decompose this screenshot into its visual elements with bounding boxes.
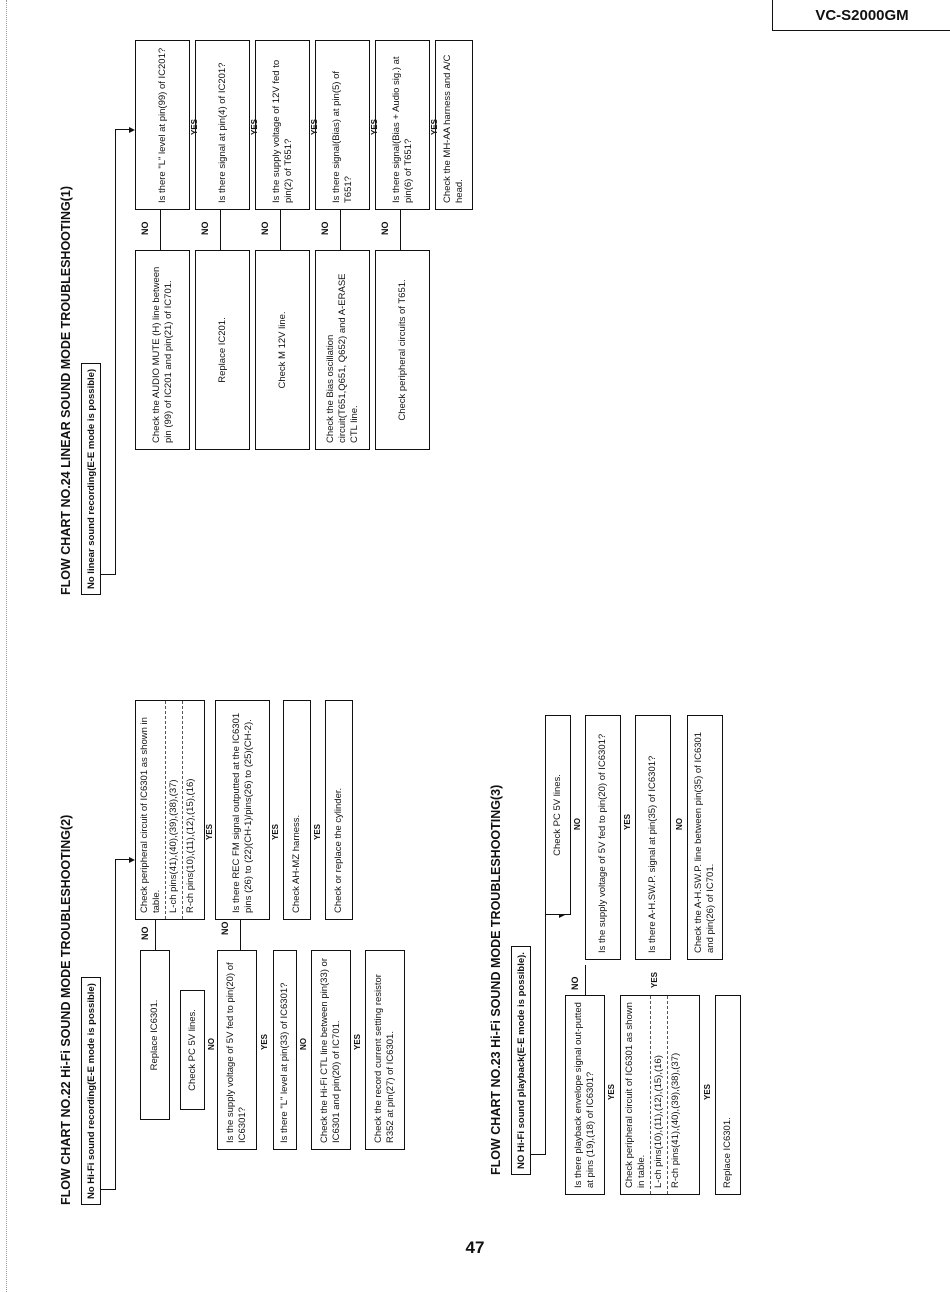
- fc22-b2-no-no: Check PC 5V lines.: [180, 990, 205, 1110]
- page-number: 47: [465, 1238, 485, 1257]
- fc23-condition: NO Hi-Fi sound playback(E-E mode is possible).: [511, 946, 531, 1175]
- fc22-b3: Check AH-MZ harness.: [283, 700, 311, 920]
- fc22-b1-no: Replace IC6301.: [140, 950, 170, 1120]
- fc23-n3: Is there A-H.SW.P. signal at pin(35) of IC6301?: [635, 715, 671, 960]
- fc22-b1-rch: R-ch pins(10),(11),(12),(15),(16): [182, 701, 197, 919]
- fc24-q6: Check the MH-AA harness and A/C head.: [435, 40, 473, 210]
- fc22-b2-no-yes-no-yes: Check the record current setting resistor R352 at pin(27) of IC6301.: [365, 950, 405, 1150]
- fc24-condition: No linear sound recording(E-E mode is possible): [81, 363, 101, 595]
- fc24-q2: Is there signal at pin(4) of IC201?: [195, 40, 250, 210]
- fc23-b2-rch: R-ch pins(41),(40),(39),(38),(37): [667, 996, 682, 1194]
- fc24-no-label: NO: [140, 221, 150, 235]
- fc23-yes-label: YES: [607, 1083, 616, 1100]
- fc24-connector: [100, 574, 115, 575]
- fc22-b4: Check or replace the cylinder.: [325, 700, 353, 920]
- fc23-connector: [530, 1154, 545, 1155]
- fc24-yes-label: YES: [250, 118, 259, 135]
- fc23-yes-label: YES: [650, 971, 659, 988]
- fc24-q3: Is the supply voltage of 12V fed to pin(2) of T651?: [255, 40, 310, 210]
- fc22-b2-no: Is the supply voltage of 5V fed to pin(20) of IC6301?: [217, 950, 257, 1150]
- fc24-yes-label: YES: [370, 118, 379, 135]
- fc24-connector: [115, 130, 116, 575]
- fc22-connector: [100, 1189, 115, 1190]
- flowchart-22: [55, 690, 485, 1250]
- fc23-connector: [545, 915, 546, 1155]
- fc24-q5: Is there signal(Bias + Audio sig.) at pin(6) of T651?: [375, 40, 430, 210]
- fc22-connector: [115, 860, 116, 1190]
- fc22-condition: No Hi-Fi sound recording(E-E mode is possible): [81, 977, 101, 1205]
- fc22-b2: Is there REC FM signal outputted at the IC6301 pins (26) to (22)(CH-1)/pins(26) to (25)(CH-2).: [215, 700, 270, 920]
- fc23-no-label: NO: [570, 976, 580, 990]
- fc22-connector: [155, 920, 156, 950]
- fc22-yes-label: YES: [353, 1033, 362, 1050]
- fc24-a1: Check the AUDIO MUTE (H) line between pin (99) of IC201 and pin(21) of IC701.: [135, 250, 190, 450]
- fc24-no-label: NO: [260, 221, 270, 235]
- fc23-n1: Check PC 5V lines.: [545, 715, 571, 915]
- fc22-yes-label: YES: [260, 1033, 269, 1050]
- fc24-a3: Check M 12V line.: [255, 250, 310, 450]
- fc23-b2: Check peripheral circuit of IC6301 as shown in table. L-ch pins(10),(11),(12),(15),(16) R-ch pins(41),(40),(39),(38),(37): [620, 995, 700, 1195]
- fc22-connector: [240, 920, 241, 950]
- fc23-title: FLOW CHART NO.23 Hi-Fi SOUND MODE TROUBLESHOOTING(3): [489, 784, 503, 1175]
- fc22-no-label: NO: [207, 1038, 216, 1050]
- fc23-n4: Check the A-H.SW.P. line between pin(35) of IC6301 and pin(26) of IC701.: [687, 715, 723, 960]
- fc23-no-label: NO: [573, 818, 582, 830]
- fc22-yes-label: YES: [313, 823, 322, 840]
- flowchart-23: [485, 690, 815, 1250]
- fc23-b1: Is there playback envelope signal out-putted at pins (19),(18) of IC6301?: [565, 995, 605, 1195]
- flowchart-24: [55, 30, 475, 630]
- fc23-no-label: NO: [675, 818, 684, 830]
- fc22-no-label: NO: [140, 926, 150, 940]
- fc23-yes-label: YES: [703, 1083, 712, 1100]
- fc24-connector: [280, 210, 281, 250]
- fc22-yes-label: YES: [271, 823, 280, 840]
- fc24-a2: Replace IC201.: [195, 250, 250, 450]
- fc23-connector: [585, 965, 586, 995]
- fc24-no-label: NO: [380, 221, 390, 235]
- fc22-no-label: NO: [220, 921, 230, 935]
- fc22-title: FLOW CHART NO.22 Hi-Fi SOUND MODE TROUBLESHOOTING(2): [59, 814, 73, 1205]
- fc23-yes-label: YES: [623, 813, 632, 830]
- fc24-title: FLOW CHART NO.24 LINEAR SOUND MODE TROUBLESHOOTING(1): [59, 185, 73, 595]
- fc22-b1: Check peripheral circuit of IC6301 as shown in table. L-ch pins(41),(40),(39),(38),(37) R-ch pins(10),(11),(12),(15),(16): [135, 700, 205, 920]
- fc24-no-label: NO: [200, 221, 210, 235]
- fc24-a4: Check the Bias oscillation circuit(T651,Q651, Q652) and A-ERASE CTL line.: [315, 250, 370, 450]
- fc24-yes-label: YES: [310, 118, 319, 135]
- fc23-n2: Is the supply voltage of 5V fed to pin(20) of IC6301?: [585, 715, 621, 960]
- fc23-b2-lch: L-ch pins(10),(11),(12),(15),(16): [650, 996, 665, 1194]
- fc24-connector: [160, 210, 161, 250]
- fc24-a5: Check peripheral circuits of T651.: [375, 250, 430, 450]
- fc24-yes-label: YES: [430, 118, 439, 135]
- binding-margin-line: [6, 0, 7, 1292]
- fc22-b2-no-yes: Is there "L" level at pin(33) of IC6301?: [273, 950, 297, 1150]
- fc24-yes-label: YES: [190, 118, 199, 135]
- fc24-q4: Is there signal(Bias) at pin(5) of T651?: [315, 40, 370, 210]
- fc24-connector: [400, 210, 401, 250]
- model-number: VC-S2000GM: [772, 0, 950, 31]
- fc22-b1-lch: L-ch pins(41),(40),(39),(38),(37): [165, 701, 180, 919]
- fc24-no-label: NO: [320, 221, 330, 235]
- fc22-yes-label: YES: [205, 823, 214, 840]
- fc24-connector: [220, 210, 221, 250]
- fc22-no-label: NO: [299, 1038, 308, 1050]
- fc24-connector: [340, 210, 341, 250]
- fc23-b3: Replace IC6301.: [715, 995, 741, 1195]
- fc22-b2-no-yes-no: Check the Hi-Fi CTL line between pin(33) or IC6301 and pin(20) of IC701.: [311, 950, 351, 1150]
- fc24-q1: Is there "L" level at pin(99) of IC201?: [135, 40, 190, 210]
